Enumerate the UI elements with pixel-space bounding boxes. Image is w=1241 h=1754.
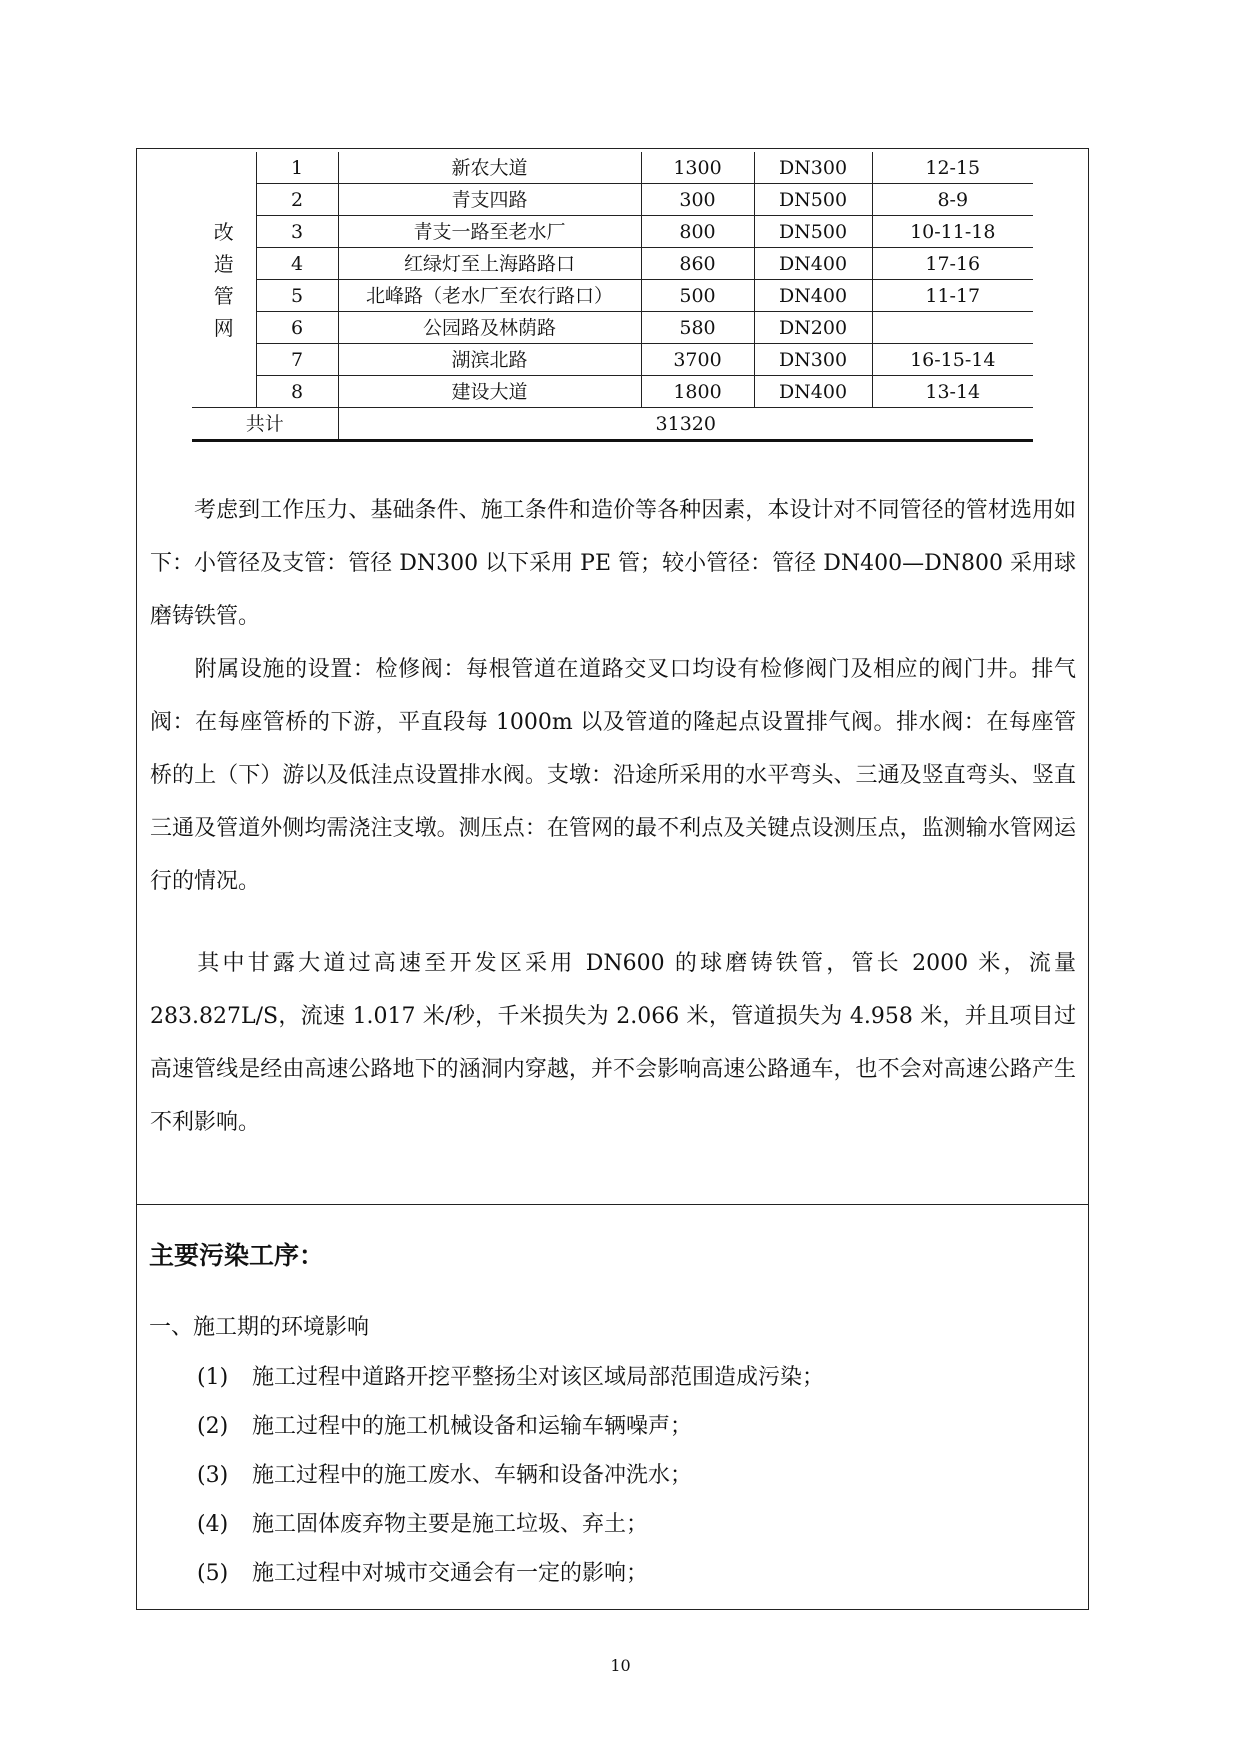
cell-diameter: DN400 [754, 376, 872, 408]
table-row [192, 376, 1033, 408]
cell-length: 580 [641, 312, 754, 344]
group-label [192, 152, 256, 408]
page-number: 10 [610, 1656, 631, 1675]
list-item-number: (5) [197, 1561, 229, 1586]
cell-no: 7 [256, 344, 338, 376]
group-label-char: 网 [213, 315, 234, 340]
section-subheading: 一、施工期的环境影响 [149, 1315, 370, 1340]
list-item-number: (3) [197, 1463, 229, 1488]
cell-nodes: 12-15 [872, 152, 1033, 184]
list-item [197, 1505, 824, 1554]
cell-nodes: 10-11-18 [872, 216, 1033, 248]
cell-road: 湖滨北路 [338, 344, 641, 376]
list-item-text: 施工固体废弃物主要是施工垃圾、弃土； [252, 1512, 649, 1537]
cell-nodes: 13-14 [872, 376, 1033, 408]
cell-no: 8 [256, 376, 338, 408]
list-item [197, 1554, 824, 1603]
list-item-number: (4) [197, 1512, 229, 1537]
group-label-char: 造 [213, 251, 234, 276]
table-row [192, 312, 1033, 344]
table-row [192, 344, 1033, 376]
cell-length: 1800 [641, 376, 754, 408]
cell-length: 1300 [641, 152, 754, 184]
cell-road: 公园路及林荫路 [338, 312, 641, 344]
cell-diameter: DN400 [754, 280, 872, 312]
list-item-number: (1) [197, 1365, 229, 1390]
section-divider [136, 1204, 1089, 1205]
cell-nodes: 17-16 [872, 248, 1033, 280]
cell-length: 500 [641, 280, 754, 312]
table-row [192, 184, 1033, 216]
cell-length: 860 [641, 248, 754, 280]
cell-no: 2 [256, 184, 338, 216]
table-row [192, 280, 1033, 312]
list-item [197, 1456, 824, 1505]
pipe-network-table [192, 152, 1033, 442]
cell-no: 6 [256, 312, 338, 344]
table-row [192, 248, 1033, 280]
pollution-list [197, 1358, 824, 1603]
group-label-char: 改 [213, 219, 234, 244]
cell-diameter: DN300 [754, 152, 872, 184]
table-row [192, 216, 1033, 248]
paragraph-materials: 考虑到工作压力、基础条件、施工条件和造价等各种因素，本设计对不同管径的管材选用如下：小管径及支管：管径 DN300 以下采用 PE 管；较小管径：管径 DN400—DN800 采用球磨铸铁管。 [150, 498, 1076, 629]
cell-road: 青支四路 [338, 184, 641, 216]
table-total-row [192, 408, 1033, 441]
cell-diameter: DN400 [754, 248, 872, 280]
list-item-text: 施工过程中的施工废水、车辆和设备冲洗水； [252, 1463, 693, 1488]
cell-no: 1 [256, 152, 338, 184]
list-item [197, 1407, 824, 1456]
paragraph-highway: 其中甘露大道过高速至开发区采用 DN600 的球磨铸铁管，管长 2000 米，流量 283.827L/S，流速 1.017 米/秒，千米损失为 2.066 米，管道损失为 4.958 米，并且项目过高速管线是经由高速公路地下的涵洞内穿越，并不会影响高速公路通车，也不会对高速公路产生不利影响。 [150, 951, 1076, 1135]
cell-nodes: 16-15-14 [872, 344, 1033, 376]
cell-nodes [872, 312, 1033, 344]
list-item-text: 施工过程中的施工机械设备和运输车辆噪声； [252, 1414, 693, 1439]
cell-diameter: DN500 [754, 184, 872, 216]
cell-no: 3 [256, 216, 338, 248]
cell-length: 800 [641, 216, 754, 248]
total-value: 31320 [338, 408, 1033, 441]
cell-no: 4 [256, 248, 338, 280]
cell-length: 300 [641, 184, 754, 216]
list-item [197, 1358, 824, 1407]
cell-road: 北峰路（老水厂至农行路口） [338, 280, 641, 312]
cell-road: 青支一路至老水厂 [338, 216, 641, 248]
cell-nodes: 8-9 [872, 184, 1033, 216]
cell-road: 新农大道 [338, 152, 641, 184]
list-item-text: 施工过程中对城市交通会有一定的影响； [252, 1561, 649, 1586]
group-label-char: 管 [213, 283, 234, 308]
list-item-number: (2) [197, 1414, 229, 1439]
cell-nodes: 11-17 [872, 280, 1033, 312]
cell-road: 建设大道 [338, 376, 641, 408]
paragraph-facilities: 附属设施的设置：检修阀：每根管道在道路交叉口均设有检修阀门及相应的阀门井。排气阀：在每座管桥的下游，平直段每 1000m 以及管道的隆起点设置排气阀。排水阀：在每座管桥的上（下）游以及低洼点设置排水阀。支墩：沿途所采用的水平弯头、三通及竖直弯头、竖直三通及管道外侧均需浇注支墩。测压点：在管网的最不利点及关键点设测压点，监测输水管网运行的情况。 [150, 657, 1076, 894]
total-label: 共计 [192, 408, 338, 441]
cell-road: 红绿灯至上海路路口 [338, 248, 641, 280]
table-row [192, 152, 1033, 184]
cell-length: 3700 [641, 344, 754, 376]
cell-no: 5 [256, 280, 338, 312]
cell-diameter: DN300 [754, 344, 872, 376]
cell-diameter: DN500 [754, 216, 872, 248]
section-heading: 主要污染工序： [149, 1241, 325, 1270]
cell-diameter: DN200 [754, 312, 872, 344]
list-item-text: 施工过程中道路开挖平整扬尘对该区域局部范围造成污染； [252, 1365, 825, 1390]
